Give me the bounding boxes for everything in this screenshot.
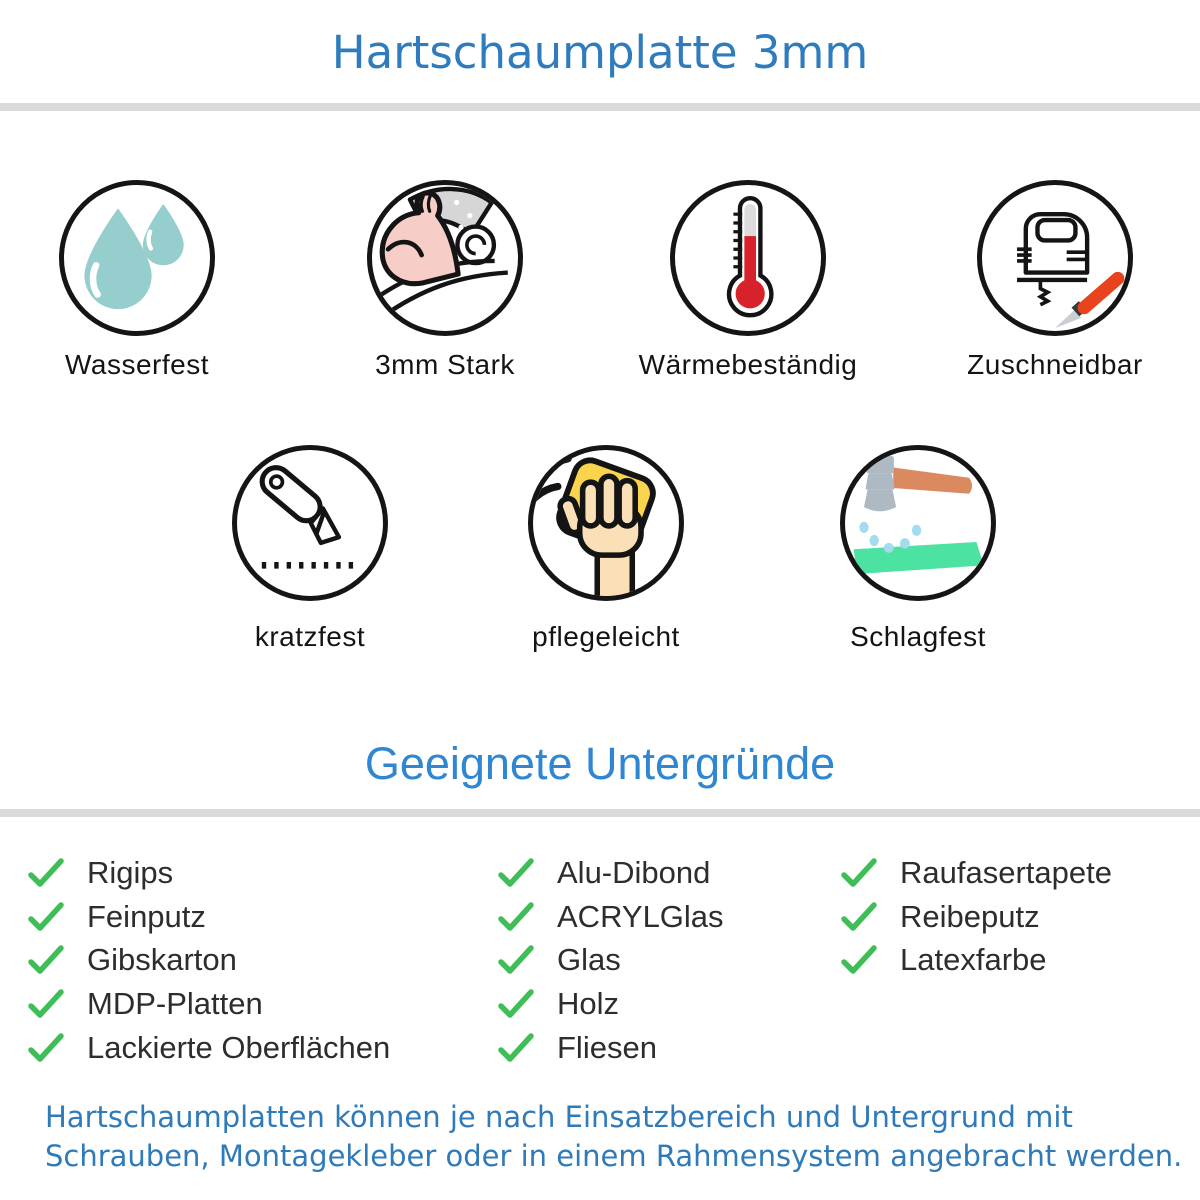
- substrate-label: Fliesen: [557, 1029, 657, 1065]
- substrate-item: [498, 895, 724, 939]
- substrate-item: [28, 895, 390, 939]
- substrate-column-3: [841, 851, 1112, 982]
- substrate-label: Latexfarbe: [900, 942, 1047, 978]
- substrate-column-1: [28, 851, 390, 1069]
- check-icon: [841, 902, 877, 932]
- substrate-item: [28, 982, 390, 1026]
- feature-label: pflegeleicht: [532, 621, 680, 652]
- divider-substrates: [0, 809, 1200, 817]
- feature-label: kratzfest: [254, 621, 366, 652]
- section-title-substrates: Geeignete Untergründe: [364, 738, 836, 789]
- substrate-label: Feinputz: [87, 898, 206, 934]
- substrate-item: [498, 982, 724, 1026]
- check-icon: [841, 858, 877, 888]
- check-icon: [841, 945, 877, 975]
- substrate-item: [498, 851, 724, 895]
- substrate-label: Reibeputz: [900, 898, 1040, 934]
- feature-label: Wärmebeständig: [638, 349, 858, 380]
- substrate-label: Gibskarton: [87, 942, 237, 978]
- check-icon: [498, 989, 534, 1019]
- substrate-label: MDP-Platten: [87, 985, 263, 1021]
- check-icon: [498, 902, 534, 932]
- substrate-item: [498, 938, 724, 982]
- substrate-label: Rigips: [87, 854, 174, 890]
- footer-line-2: Schrauben, Montagekleber oder in einem Rahmensystem angebracht werden.: [45, 1138, 1183, 1173]
- substrate-label: Glas: [557, 942, 621, 978]
- feature-wasserfest: [0, 180, 287, 381]
- check-icon: [28, 902, 64, 932]
- check-icon: [28, 989, 64, 1019]
- feature-schlagfest: [768, 445, 1068, 653]
- substrate-item: [28, 938, 390, 982]
- page-title: Hartschaumplatte 3mm: [331, 26, 869, 79]
- substrate-label: Raufasertapete: [900, 854, 1112, 890]
- utility-knife-icon: [232, 445, 388, 601]
- water-drops-icon: [59, 180, 215, 336]
- substrate-label: ACRYLGlas: [557, 898, 724, 934]
- feature-kratzfest: [160, 445, 460, 653]
- hand-cloth-icon: [528, 445, 684, 601]
- feature-3mm-stark: [295, 180, 595, 381]
- check-icon: [28, 945, 64, 975]
- jigsaw-cutter-icon: [977, 180, 1133, 336]
- footer-note: [45, 1098, 1185, 1175]
- footer-line-1: Hartschaumplatten können je nach Einsatzbereich und Untergrund mit: [45, 1100, 1073, 1134]
- substrate-label: Holz: [557, 985, 620, 1021]
- substrate-label: Alu-Dibond: [557, 854, 711, 890]
- substrate-label: Lackierte Oberflächen: [87, 1029, 391, 1065]
- check-icon: [498, 1033, 534, 1063]
- check-icon: [28, 1033, 64, 1063]
- feature-label: Wasserfest: [65, 349, 209, 380]
- check-icon: [498, 945, 534, 975]
- substrate-item: [28, 851, 390, 895]
- muscle-arm-icon: [367, 180, 523, 336]
- substrate-item: [841, 895, 1112, 939]
- check-icon: [498, 858, 534, 888]
- thermometer-icon: [670, 180, 826, 336]
- substrate-column-2: [498, 851, 724, 1069]
- feature-label: 3mm Stark: [375, 349, 515, 380]
- feature-pflegeleicht: [456, 445, 756, 653]
- feature-label: Schlagfest: [850, 621, 986, 652]
- feature-waermebestaendig: [598, 180, 898, 381]
- substrate-item: [841, 938, 1112, 982]
- check-icon: [28, 858, 64, 888]
- feature-zuschneidbar: [905, 180, 1200, 381]
- substrate-item: [28, 1026, 390, 1070]
- hammer-icon: [840, 445, 996, 601]
- feature-label: Zuschneidbar: [967, 349, 1143, 380]
- divider-top: [0, 103, 1200, 111]
- substrate-item: [498, 1026, 724, 1070]
- substrate-item: [841, 851, 1112, 895]
